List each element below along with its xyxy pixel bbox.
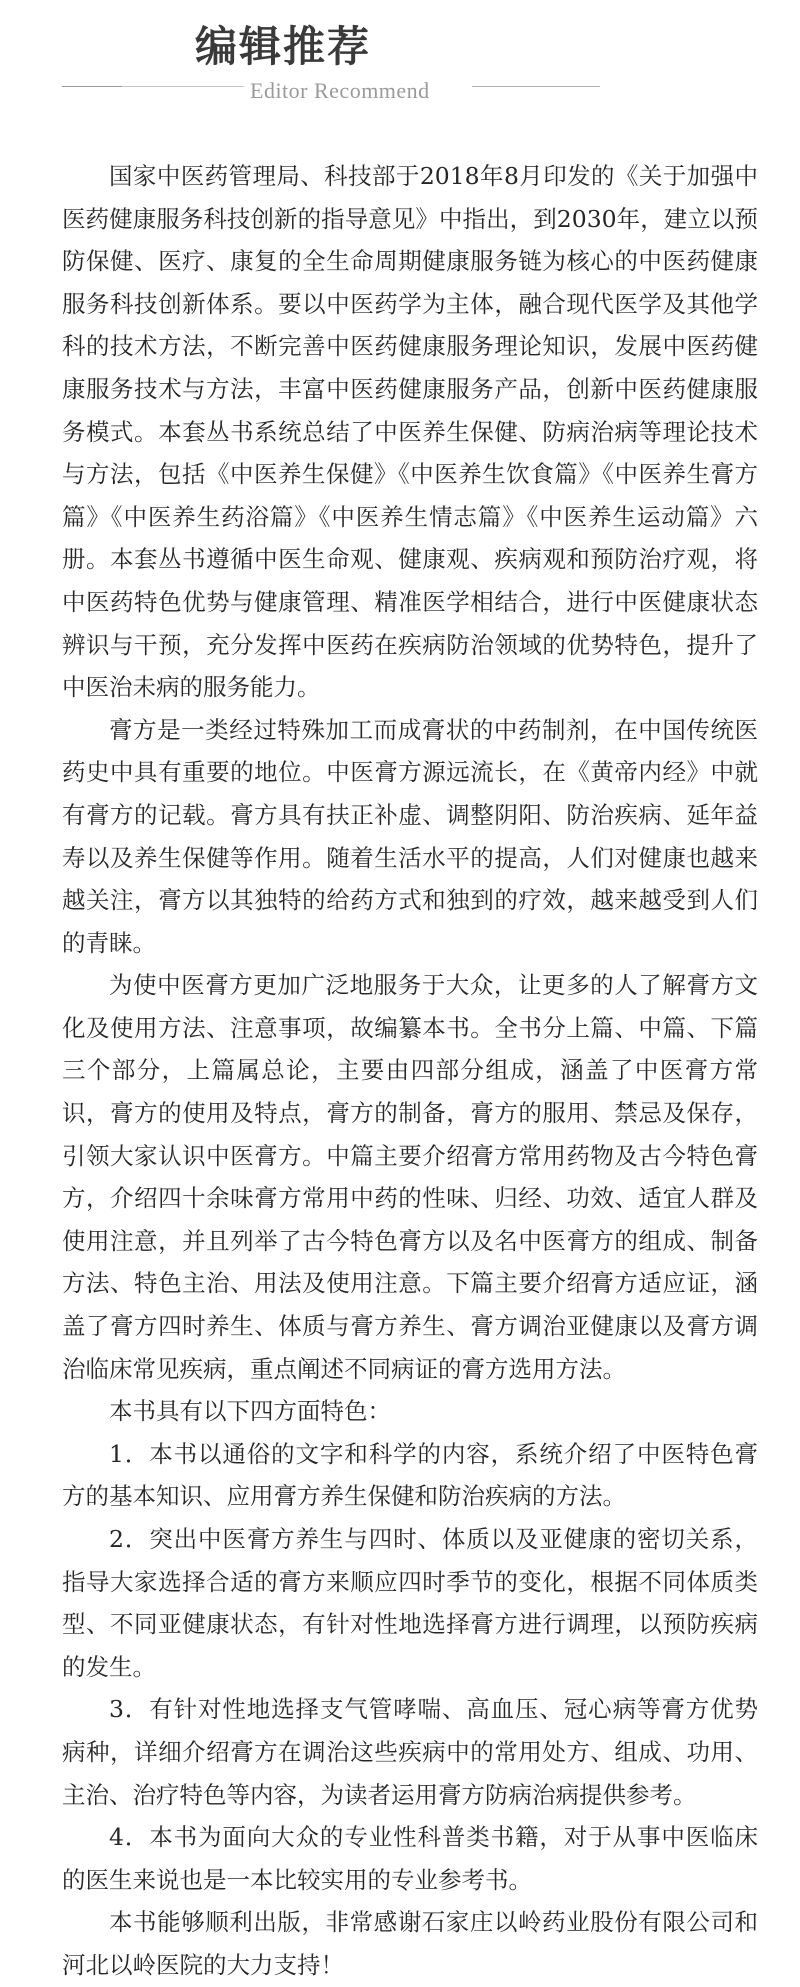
- article-body: [62, 155, 758, 1987]
- page-title: 编辑推荐: [195, 22, 372, 71]
- paragraph-intro: 国家中医药管理局、科技部于2018年8月印发的《关于加强中医药健康服务科技创新的指导意见》中指出，到2030年，建立以预防保健、医疗、康复的全生命周期健康服务链为核心的中医药健康服务科技创新体系。要以中医药学为主体，融合现代医学及其他学科的技术方法，不断完善中医药健康服务理论知识，发展中医药健康服务技术与方法，丰富中医药健康服务产品，创新中医药健康服务模式。本套丛书系统总结了中医养生保健、防病治病等理论技术与方法，包括《中医养生保健》《中医养生饮食篇》《中医养生膏方篇》《中医养生药浴篇》《中医养生情志篇》《中医养生运动篇》六册。本套丛书遵循中医生命观、健康观、疾病观和预防治疗观，将中医药特色优势与健康管理、精准医学相结合，进行中医健康状态辨识与干预，充分发挥中医药在疾病防治领域的优势特色，提升了中医治未病的服务能力。: [62, 162, 758, 702]
- paragraph-book-structure: 为使中医膏方更加广泛地服务于大众，让更多的人了解膏方文化及使用方法、注意事项，故编纂本书。全书分上篇、中篇、下篇三个部分，上篇属总论，主要由四部分组成，涵盖了中医膏方常识，膏方的使用及特点，膏方的制备，膏方的服用、禁忌及保存，引领大家认识中医膏方。中篇主要介绍膏方常用药物及古今特色膏方，介绍四十余味膏方常用中药的性味、归经、功效、适宜人群及使用注意，并且列举了古今特色膏方以及名中医膏方的组成、制备方法、特色主治、用法及使用注意。下篇主要介绍膏方适应证，涵盖了膏方四时养生、体质与膏方养生、膏方调治亚健康以及膏方调治临床常见疾病，重点阐述不同病证的膏方选用方法。: [62, 971, 758, 1383]
- paragraph-gaofang: 膏方是一类经过特殊加工而成膏状的中药制剂，在中国传统医药史中具有重要的地位。中医膏方源远流长，在《黄帝内经》中就有膏方的记载。膏方具有扶正补虚、调整阴阳、防治疾病、延年益寿以及养生保健等作用。随着生活水平的提高，人们对健康也越来越关注，膏方以其独特的给药方式和独到的疗效，越来越受到人们的青睐。: [62, 715, 758, 957]
- paragraph-feature-1: 1．本书以通俗的文字和科学的内容，系统介绍了中医特色膏方的基本知识、应用膏方养生保健和防治疾病的方法。: [62, 1439, 758, 1511]
- page-header: [0, 0, 800, 110]
- header-divider-left-accent: [62, 86, 122, 87]
- paragraph-feature-2: 2．突出中医膏方养生与四时、体质以及亚健康的密切关系，指导大家选择合适的膏方来顺应四时季节的变化，根据不同体质类型、不同亚健康状态，有针对性地选择膏方进行调理，以预防疾病的发生。: [62, 1525, 758, 1681]
- header-divider-right: [472, 86, 600, 87]
- paragraph-acknowledgement: 本书能够顺利出版，非常感谢石家庄以岭药业股份有限公司和河北以岭医院的大力支持！: [62, 1908, 758, 1979]
- page-subtitle: Editor Recommend: [250, 78, 430, 103]
- paragraph-feature-4: 4．本书为面向大众的专业性科普类书籍，对于从事中医临床的医生来说也是一本比较实用的专业参考书。: [62, 1823, 758, 1894]
- paragraph-features-heading: 本书具有以下四方面特色：: [109, 1397, 391, 1426]
- paragraph-feature-3: 3．有针对性地选择支气管哮喘、高血压、冠心病等膏方优势病种，详细介绍膏方在调治这些疾病中的常用处方、组成、功用、主治、治疗特色等内容，为读者运用膏方防病治病提供参考。: [62, 1695, 758, 1809]
